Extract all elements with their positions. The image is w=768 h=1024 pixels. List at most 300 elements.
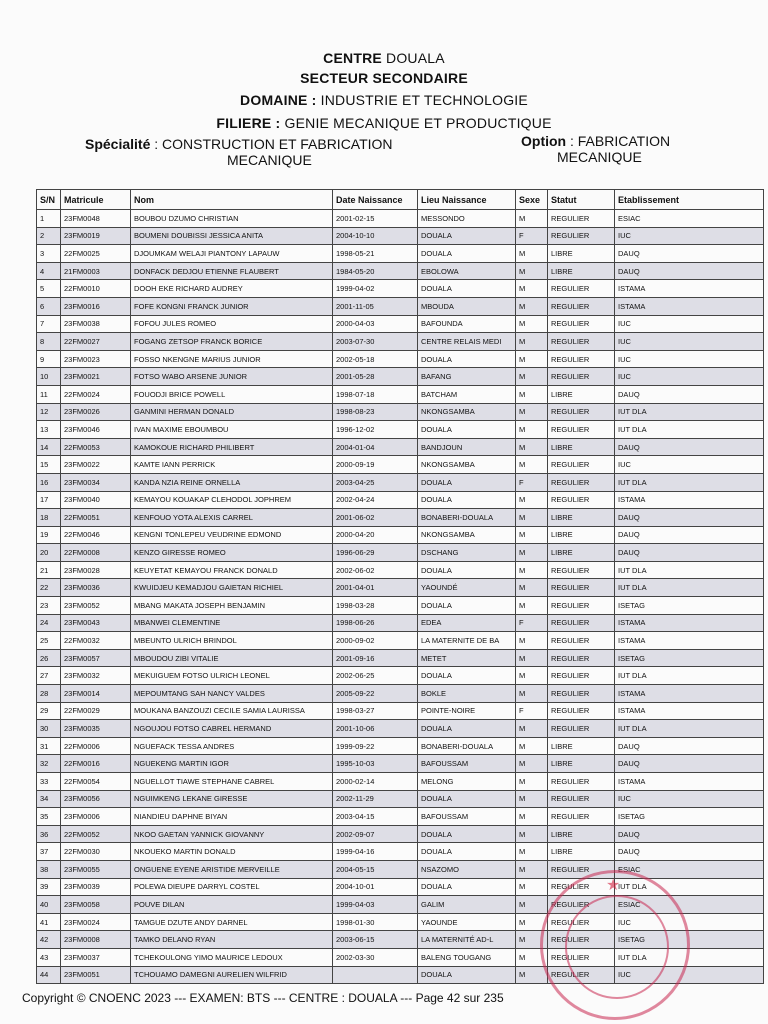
cell-date-naissance: 1999-09-22 <box>333 737 418 755</box>
cell-statut: REGULIER <box>548 931 615 949</box>
cell-sn: 18 <box>37 509 61 527</box>
cell-lieu-naissance: DOUALA <box>418 966 516 984</box>
cell-nom: TCHEKOULONG YIMO MAURICE LEDOUX <box>131 948 333 966</box>
option-value-cont: MECANIQUE <box>557 149 642 165</box>
cell-statut: REGULIER <box>548 649 615 667</box>
table-row <box>37 843 764 861</box>
cell-sexe: M <box>516 245 548 263</box>
cell-nom: BOUMENI DOUBISSI JESSICA ANITA <box>131 227 333 245</box>
cell-etablissement: DAUQ <box>615 737 764 755</box>
cell-lieu-naissance: YAOUNDE <box>418 913 516 931</box>
cell-sn: 23 <box>37 597 61 615</box>
table-row <box>37 280 764 298</box>
option-block <box>521 133 721 165</box>
cell-lieu-naissance: BONABERI-DOUALA <box>418 737 516 755</box>
cell-matricule: 23FM0024 <box>61 913 131 931</box>
cell-etablissement: IUT DLA <box>615 561 764 579</box>
cell-lieu-naissance: NKONGSAMBA <box>418 456 516 474</box>
cell-sexe: M <box>516 561 548 579</box>
cell-etablissement: ESIAC <box>615 860 764 878</box>
cell-nom: NKOUEKO MARTIN DONALD <box>131 843 333 861</box>
cell-etablissement: IUC <box>615 966 764 984</box>
specialite-value: : CONSTRUCTION ET FABRICATION <box>154 136 393 152</box>
cell-matricule: 22FM0032 <box>61 632 131 650</box>
cell-matricule: 22FM0029 <box>61 702 131 720</box>
cell-nom: FOTSO WABO ARSENE JUNIOR <box>131 368 333 386</box>
cell-lieu-naissance: BANDJOUN <box>418 438 516 456</box>
cell-date-naissance: 2004-10-01 <box>333 878 418 896</box>
cell-lieu-naissance: DOUALA <box>418 227 516 245</box>
table-header-row <box>37 190 764 210</box>
cell-sexe: M <box>516 403 548 421</box>
cell-nom: MBEUNTO ULRICH BRINDOL <box>131 632 333 650</box>
cell-etablissement: DAUQ <box>615 509 764 527</box>
cell-sexe: M <box>516 350 548 368</box>
cell-sexe: M <box>516 860 548 878</box>
cell-etablissement: DAUQ <box>615 825 764 843</box>
table-row <box>37 579 764 597</box>
cell-matricule: 23FM0048 <box>61 210 131 228</box>
cell-etablissement: IUT DLA <box>615 878 764 896</box>
table-row <box>37 227 764 245</box>
cell-statut: REGULIER <box>548 702 615 720</box>
filiere-line <box>0 115 768 131</box>
table-row <box>37 473 764 491</box>
cell-statut: REGULIER <box>548 632 615 650</box>
cell-matricule: 23FM0051 <box>61 966 131 984</box>
secteur-line: SECTEUR SECONDAIRE <box>300 70 468 86</box>
cell-matricule: 23FM0021 <box>61 368 131 386</box>
cell-statut: LIBRE <box>548 737 615 755</box>
cell-matricule: 23FM0034 <box>61 473 131 491</box>
cell-date-naissance: 1996-06-29 <box>333 544 418 562</box>
cell-date-naissance: 2003-07-30 <box>333 333 418 351</box>
cell-date-naissance: 2004-10-10 <box>333 227 418 245</box>
filiere-value: GENIE MECANIQUE ET PRODUCTIQUE <box>284 115 552 131</box>
cell-statut: REGULIER <box>548 948 615 966</box>
table-row <box>37 685 764 703</box>
cell-etablissement: DAUQ <box>615 843 764 861</box>
cell-nom: KAMTE IANN PERRICK <box>131 456 333 474</box>
col-header-nom: Nom <box>131 190 333 210</box>
cell-etablissement: IUC <box>615 456 764 474</box>
cell-etablissement: IUT DLA <box>615 579 764 597</box>
cell-sexe: M <box>516 896 548 914</box>
cell-etablissement: IUC <box>615 333 764 351</box>
table-row <box>37 385 764 403</box>
table-row <box>37 333 764 351</box>
domaine-value: INDUSTRIE ET TECHNOLOGIE <box>320 92 528 108</box>
cell-matricule: 23FM0058 <box>61 896 131 914</box>
cell-matricule: 23FM0040 <box>61 491 131 509</box>
specialite-value-cont: MECANIQUE <box>227 152 312 168</box>
cell-sn: 5 <box>37 280 61 298</box>
cell-sn: 25 <box>37 632 61 650</box>
cell-sn: 26 <box>37 649 61 667</box>
cell-statut: REGULIER <box>548 685 615 703</box>
cell-statut: REGULIER <box>548 773 615 791</box>
cell-matricule: 23FM0022 <box>61 456 131 474</box>
cell-sexe: M <box>516 579 548 597</box>
cell-lieu-naissance: DOUALA <box>418 843 516 861</box>
cell-sn: 38 <box>37 860 61 878</box>
cell-matricule: 23FM0016 <box>61 297 131 315</box>
cell-sn: 15 <box>37 456 61 474</box>
cell-nom: KEMAYOU KOUAKAP CLEHODOL JOPHREM <box>131 491 333 509</box>
cell-date-naissance: 1999-04-03 <box>333 896 418 914</box>
table-row <box>37 350 764 368</box>
cell-matricule: 22FM0030 <box>61 843 131 861</box>
cell-sn: 40 <box>37 896 61 914</box>
cell-sn: 36 <box>37 825 61 843</box>
cell-matricule: 23FM0037 <box>61 948 131 966</box>
cell-sn: 7 <box>37 315 61 333</box>
cell-date-naissance: 2003-04-25 <box>333 473 418 491</box>
official-seal-inner <box>565 895 669 999</box>
cell-etablissement: ISETAG <box>615 597 764 615</box>
table-row <box>37 597 764 615</box>
domaine-line <box>0 92 768 108</box>
cell-nom: POLEWA DIEUPE DARRYL COSTEL <box>131 878 333 896</box>
cell-statut: LIBRE <box>548 262 615 280</box>
cell-sn: 12 <box>37 403 61 421</box>
cell-date-naissance: 2001-09-16 <box>333 649 418 667</box>
cell-statut: LIBRE <box>548 509 615 527</box>
cell-statut: REGULIER <box>548 280 615 298</box>
cell-lieu-naissance: YAOUNDÉ <box>418 579 516 597</box>
cell-lieu-naissance: LA MATERNITE DE BA <box>418 632 516 650</box>
cell-statut: LIBRE <box>548 385 615 403</box>
cell-etablissement: ESIAC <box>615 896 764 914</box>
cell-statut: REGULIER <box>548 227 615 245</box>
cell-statut: REGULIER <box>548 579 615 597</box>
cell-date-naissance: 2000-02-14 <box>333 773 418 791</box>
domaine-label: DOMAINE : <box>240 92 317 108</box>
cell-statut: LIBRE <box>548 245 615 263</box>
cell-etablissement: IUT DLA <box>615 948 764 966</box>
cell-nom: MBANG MAKATA JOSEPH BENJAMIN <box>131 597 333 615</box>
cell-date-naissance: 1998-03-27 <box>333 702 418 720</box>
cell-nom: NGUEKENG MARTIN IGOR <box>131 755 333 773</box>
cell-sn: 11 <box>37 385 61 403</box>
cell-sexe: M <box>516 948 548 966</box>
centre-line <box>0 50 768 66</box>
cell-matricule: 23FM0019 <box>61 227 131 245</box>
cell-sexe: M <box>516 544 548 562</box>
cell-sexe: M <box>516 966 548 984</box>
cell-lieu-naissance: BALENG TOUGANG <box>418 948 516 966</box>
cell-matricule: 23FM0014 <box>61 685 131 703</box>
cell-nom: GANMINI HERMAN DONALD <box>131 403 333 421</box>
seal-star-icon: ★ <box>606 877 621 894</box>
cell-date-naissance: 1996-12-02 <box>333 421 418 439</box>
cell-etablissement: ESIAC <box>615 210 764 228</box>
cell-nom: KAMOKOUE RICHARD PHILIBERT <box>131 438 333 456</box>
cell-etablissement: ISTAMA <box>615 614 764 632</box>
cell-sn: 13 <box>37 421 61 439</box>
table-row <box>37 773 764 791</box>
cell-statut: LIBRE <box>548 843 615 861</box>
cell-lieu-naissance: DOUALA <box>418 473 516 491</box>
cell-sexe: F <box>516 473 548 491</box>
cell-etablissement: ISTAMA <box>615 280 764 298</box>
cell-statut: LIBRE <box>548 544 615 562</box>
cell-nom: IVAN MAXIME EBOUMBOU <box>131 421 333 439</box>
cell-date-naissance: 1999-04-16 <box>333 843 418 861</box>
table-row <box>37 368 764 386</box>
col-header-lieu-naissance: Lieu Naissance <box>418 190 516 210</box>
cell-sexe: M <box>516 210 548 228</box>
cell-date-naissance <box>333 966 418 984</box>
table-row <box>37 825 764 843</box>
table-row <box>37 438 764 456</box>
cell-etablissement: IUT DLA <box>615 720 764 738</box>
cell-matricule: 22FM0006 <box>61 737 131 755</box>
table-row <box>37 790 764 808</box>
table-row <box>37 421 764 439</box>
cell-sexe: M <box>516 878 548 896</box>
cell-sn: 16 <box>37 473 61 491</box>
cell-etablissement: DAUQ <box>615 385 764 403</box>
cell-nom: FOUODJI BRICE POWELL <box>131 385 333 403</box>
cell-statut: REGULIER <box>548 297 615 315</box>
cell-sn: 42 <box>37 931 61 949</box>
cell-statut: REGULIER <box>548 614 615 632</box>
cell-matricule: 22FM0025 <box>61 245 131 263</box>
cell-etablissement: IUC <box>615 913 764 931</box>
cell-nom: MBANWEI CLEMENTINE <box>131 614 333 632</box>
cell-sexe: M <box>516 632 548 650</box>
cell-sexe: M <box>516 333 548 351</box>
col-header-date-naissance: Date Naissance <box>333 190 418 210</box>
cell-statut: REGULIER <box>548 421 615 439</box>
cell-sn: 24 <box>37 614 61 632</box>
cell-etablissement: IUC <box>615 790 764 808</box>
cell-statut: REGULIER <box>548 667 615 685</box>
cell-statut: REGULIER <box>548 878 615 896</box>
table-row <box>37 702 764 720</box>
cell-lieu-naissance: BAFOUSSAM <box>418 755 516 773</box>
cell-date-naissance: 1998-01-30 <box>333 913 418 931</box>
cell-lieu-naissance: DOUALA <box>418 280 516 298</box>
cell-etablissement: IUT DLA <box>615 421 764 439</box>
cell-date-naissance: 2001-05-28 <box>333 368 418 386</box>
cell-date-naissance: 2002-11-29 <box>333 790 418 808</box>
cell-nom: KENGNI TONLEPEU VEUDRINE EDMOND <box>131 526 333 544</box>
cell-lieu-naissance: METET <box>418 649 516 667</box>
cell-etablissement: IUT DLA <box>615 403 764 421</box>
table-row <box>37 509 764 527</box>
cell-sexe: M <box>516 421 548 439</box>
cell-sn: 34 <box>37 790 61 808</box>
cell-date-naissance: 2002-05-18 <box>333 350 418 368</box>
cell-etablissement: ISTAMA <box>615 297 764 315</box>
option-label: Option <box>521 133 567 149</box>
cell-matricule: 23FM0006 <box>61 808 131 826</box>
specialite-label: Spécialité <box>85 136 151 152</box>
cell-etablissement: IUC <box>615 350 764 368</box>
cell-sexe: M <box>516 368 548 386</box>
cell-lieu-naissance: LA MATERNITÉ AD-L <box>418 931 516 949</box>
filiere-label: FILIERE : <box>216 115 281 131</box>
cell-matricule: 23FM0039 <box>61 878 131 896</box>
cell-etablissement: ISTAMA <box>615 702 764 720</box>
cell-date-naissance: 2001-06-02 <box>333 509 418 527</box>
cell-date-naissance: 2001-11-05 <box>333 297 418 315</box>
cell-nom: NGUELLOT TIAWE STEPHANE CABREL <box>131 773 333 791</box>
cell-sexe: M <box>516 667 548 685</box>
official-seal <box>540 870 690 1020</box>
table-row <box>37 737 764 755</box>
cell-etablissement: ISETAG <box>615 649 764 667</box>
cell-etablissement: IUT DLA <box>615 473 764 491</box>
cell-matricule: 22FM0051 <box>61 509 131 527</box>
cell-matricule: 23FM0036 <box>61 579 131 597</box>
cell-sn: 39 <box>37 878 61 896</box>
cell-etablissement: IUC <box>615 315 764 333</box>
cell-statut: REGULIER <box>548 597 615 615</box>
cell-date-naissance: 2004-01-04 <box>333 438 418 456</box>
cell-nom: NGUIMKENG LEKANE GIRESSE <box>131 790 333 808</box>
cell-nom: KANDA NZIA REINE ORNELLA <box>131 473 333 491</box>
table-row <box>37 544 764 562</box>
cell-date-naissance: 2005-09-22 <box>333 685 418 703</box>
cell-sn: 32 <box>37 755 61 773</box>
cell-date-naissance: 2002-03-30 <box>333 948 418 966</box>
cell-nom: MEPOUMTANG SAH NANCY VALDES <box>131 685 333 703</box>
table-body <box>37 210 764 984</box>
cell-date-naissance: 1998-06-26 <box>333 614 418 632</box>
cell-lieu-naissance: NKONGSAMBA <box>418 403 516 421</box>
cell-lieu-naissance: DOUALA <box>418 561 516 579</box>
cell-matricule: 23FM0056 <box>61 790 131 808</box>
cell-matricule: 23FM0008 <box>61 931 131 949</box>
cell-sn: 19 <box>37 526 61 544</box>
cell-matricule: 22FM0052 <box>61 825 131 843</box>
cell-statut: REGULIER <box>548 315 615 333</box>
cell-lieu-naissance: DOUALA <box>418 597 516 615</box>
col-header-etablissement: Etablissement <box>615 190 764 210</box>
cell-matricule: 23FM0057 <box>61 649 131 667</box>
table-row <box>37 614 764 632</box>
cell-statut: REGULIER <box>548 561 615 579</box>
cell-date-naissance: 2003-04-15 <box>333 808 418 826</box>
col-header-sn: S/N <box>37 190 61 210</box>
cell-statut: REGULIER <box>548 720 615 738</box>
option-value: : FABRICATION <box>570 133 671 149</box>
cell-sexe: F <box>516 227 548 245</box>
cell-lieu-naissance: DOUALA <box>418 491 516 509</box>
cell-sn: 28 <box>37 685 61 703</box>
cell-etablissement: IUT DLA <box>615 667 764 685</box>
cell-sn: 3 <box>37 245 61 263</box>
cell-lieu-naissance: BAFANG <box>418 368 516 386</box>
cell-sn: 14 <box>37 438 61 456</box>
cell-lieu-naissance: DSCHANG <box>418 544 516 562</box>
table-row <box>37 403 764 421</box>
cell-sn: 44 <box>37 966 61 984</box>
cell-sexe: M <box>516 649 548 667</box>
cell-lieu-naissance: DOUALA <box>418 421 516 439</box>
cell-lieu-naissance: BAFOUSSAM <box>418 808 516 826</box>
cell-nom: NKOO GAETAN YANNICK GIOVANNY <box>131 825 333 843</box>
cell-sn: 21 <box>37 561 61 579</box>
cell-lieu-naissance: NKONGSAMBA <box>418 526 516 544</box>
cell-sn: 35 <box>37 808 61 826</box>
cell-sexe: M <box>516 720 548 738</box>
table-row <box>37 210 764 228</box>
cell-sexe: M <box>516 808 548 826</box>
cell-date-naissance: 1998-03-28 <box>333 597 418 615</box>
cell-lieu-naissance: DOUALA <box>418 350 516 368</box>
cell-lieu-naissance: MESSONDO <box>418 210 516 228</box>
cell-statut: REGULIER <box>548 350 615 368</box>
cell-etablissement: DAUQ <box>615 262 764 280</box>
cell-date-naissance: 1998-08-23 <box>333 403 418 421</box>
cell-statut: REGULIER <box>548 896 615 914</box>
cell-statut: LIBRE <box>548 755 615 773</box>
cell-etablissement: DAUQ <box>615 245 764 263</box>
cell-etablissement: ISETAG <box>615 808 764 826</box>
cell-sexe: M <box>516 931 548 949</box>
table-row <box>37 526 764 544</box>
cell-nom: MBOUDOU ZIBI VITALIE <box>131 649 333 667</box>
cell-sexe: M <box>516 280 548 298</box>
cell-etablissement: ISTAMA <box>615 491 764 509</box>
cell-lieu-naissance: DOUALA <box>418 667 516 685</box>
cell-sn: 9 <box>37 350 61 368</box>
cell-statut: REGULIER <box>548 860 615 878</box>
cell-matricule: 23FM0023 <box>61 350 131 368</box>
cell-sn: 2 <box>37 227 61 245</box>
cell-sexe: M <box>516 385 548 403</box>
table-row <box>37 491 764 509</box>
cell-sexe: M <box>516 262 548 280</box>
cell-nom: FOSSO NKENGNE MARIUS JUNIOR <box>131 350 333 368</box>
cell-matricule: 22FM0024 <box>61 385 131 403</box>
cell-etablissement: ISTAMA <box>615 773 764 791</box>
cell-sexe: M <box>516 315 548 333</box>
cell-sn: 17 <box>37 491 61 509</box>
cell-etablissement: DAUQ <box>615 544 764 562</box>
cell-etablissement: IUC <box>615 368 764 386</box>
cell-sexe: M <box>516 685 548 703</box>
cell-sexe: M <box>516 755 548 773</box>
cell-sexe: M <box>516 843 548 861</box>
table-row <box>37 860 764 878</box>
cell-lieu-naissance: BONABERI-DOUALA <box>418 509 516 527</box>
cell-matricule: 23FM0038 <box>61 315 131 333</box>
cell-nom: ONGUENE EYENE ARISTIDE MERVEILLE <box>131 860 333 878</box>
cell-sn: 10 <box>37 368 61 386</box>
cell-nom: FOGANG ZETSOP FRANCK BORICE <box>131 333 333 351</box>
cell-sn: 20 <box>37 544 61 562</box>
cell-nom: POUVE DILAN <box>131 896 333 914</box>
cell-matricule: 23FM0043 <box>61 614 131 632</box>
cell-date-naissance: 1984-05-20 <box>333 262 418 280</box>
cell-lieu-naissance: DOUALA <box>418 878 516 896</box>
cell-nom: NGOUJOU FOTSO CABREL HERMAND <box>131 720 333 738</box>
cell-date-naissance: 2001-10-06 <box>333 720 418 738</box>
cell-lieu-naissance: BAFOUNDA <box>418 315 516 333</box>
cell-sexe: M <box>516 825 548 843</box>
cell-lieu-naissance: GALIM <box>418 896 516 914</box>
cell-nom: TCHOUAMO DAMEGNI AURELIEN WILFRID <box>131 966 333 984</box>
cell-matricule: 23FM0035 <box>61 720 131 738</box>
cell-statut: REGULIER <box>548 403 615 421</box>
table-row <box>37 755 764 773</box>
cell-statut: REGULIER <box>548 966 615 984</box>
